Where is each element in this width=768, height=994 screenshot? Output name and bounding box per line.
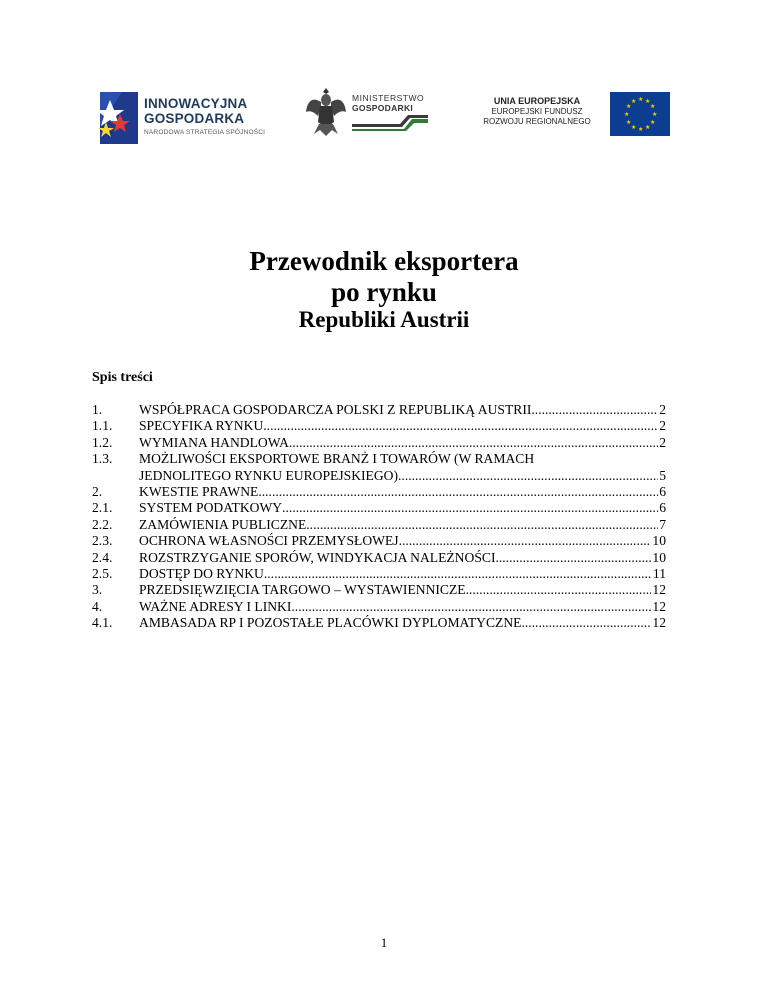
toc-entry-page: 12 [652,615,666,631]
toc-entry-number: 1.1. [92,418,113,434]
eu-logo-line3: ROZWOJU REGIONALNEGO [483,117,591,126]
svg-text:★: ★ [645,124,651,131]
toc-entry-number: 2.2. [92,516,113,532]
toc-entry-page: 10 [652,549,666,565]
innovation-logo-line1: INNOWACYJNA [144,96,248,111]
toc-entry[interactable] [92,550,666,566]
svg-text:★: ★ [650,119,656,126]
toc-entry[interactable] [92,566,666,582]
document-title-line3: Republiki Austrii [298,307,470,332]
toc-dot-leader [521,615,651,631]
toc-entry-continuation[interactable] [92,468,666,484]
toc-entry-title: WYMIANA HANDLOWA [139,434,289,450]
toc-entry-title: ZAMÓWIENIA PUBLICZNE [139,516,307,532]
toc-entry[interactable] [92,615,666,631]
toc-entry-page: 2 [659,418,666,434]
innovation-logo-line2: GOSPODARKA [144,111,245,126]
toc-entry-title: WSPÓŁPRACA GOSPODARCZA POLSKI Z REPUBLIKĄ AUSTRII [139,402,532,417]
toc-dot-leader [495,550,651,566]
toc-entry[interactable] [92,517,666,533]
toc-heading: Spis treści [92,370,153,385]
toc-dot-leader [258,484,658,500]
toc-entry-title: SPECYFIKA RYNKU [139,418,264,434]
svg-text:★: ★ [626,103,632,110]
toc-entry-number: 2.1. [92,500,113,516]
document-title-line2: po rynku [331,277,437,307]
toc-entry-page: 6 [659,500,666,516]
toc-dot-leader [399,533,652,549]
svg-text:★: ★ [650,103,656,110]
toc-entry-title: DOSTĘP DO RYNKU [139,565,264,581]
toc-entry-number: 1.2. [92,434,113,450]
toc-dot-leader [282,500,658,516]
eu-regional-fund-logo [466,84,678,146]
toc-entry-page: 12 [652,598,666,614]
toc-entry-title: AMBASADA RP I POZOSTAŁE PLACÓWKI DYPLOMATYCZNE [139,615,522,631]
toc-dot-leader [398,468,658,484]
eu-logo-line2: EUROPEJSKI FUNDUSZ [491,107,583,116]
toc-entry-number: 4. [92,598,103,614]
svg-text:★: ★ [631,98,637,105]
toc-entry-page: 10 [652,533,666,549]
toc-entry-page: 11 [652,565,666,581]
page-number: 1 [380,935,388,950]
toc-entry-number: 3. [92,582,103,598]
toc-entry-title: MOŻLIWOŚCI EKSPORTOWE BRANŻ I TOWARÓW (W RAMACH [139,451,535,467]
toc-entry[interactable] [92,582,666,598]
svg-text:★: ★ [624,111,630,118]
toc-dot-leader [289,435,658,451]
svg-text:★: ★ [631,124,637,131]
document-title-line1: Przewodnik eksportera [249,246,519,276]
toc-entry-number: 2. [92,483,103,499]
toc-entry-title: SYSTEM PODATKOWY [139,500,283,516]
innovative-economy-emblem-icon [92,86,142,146]
toc-entry[interactable] [92,451,666,467]
toc-entry[interactable] [92,435,666,451]
toc-entry-title: OCHRONA WŁASNOŚCI PRZEMYSŁOWEJ [139,533,399,549]
toc-dot-leader [531,402,658,418]
toc-entry-number: 2.4. [92,549,113,565]
toc-entry-number: 2.3. [92,533,113,549]
toc-entry-title: PRZEDSIĘWZIĘCIA TARGOWO – WYSTAWIENNICZE [139,582,466,598]
innovation-logo-line3: NARODOWA STRATEGIA SPÓJNOŚCI [144,129,266,136]
toc-dot-leader [291,599,651,615]
toc-entry-number: 4.1. [92,615,113,631]
toc-entry-page: 5 [659,467,666,483]
toc-dot-leader [264,566,652,582]
toc-entry-number: 1. [92,402,103,417]
toc-entry[interactable] [92,484,666,500]
eu-logo-line1: UNIA EUROPEJSKA [493,96,581,106]
toc-entry[interactable] [92,599,666,615]
white-eagle-icon [304,84,348,140]
toc-dot-leader [466,582,652,598]
innovative-economy-logo [92,86,272,146]
toc-entry-number: 2.5. [92,565,113,581]
ministry-logo-line1: MINISTERSTWO [352,93,425,103]
eu-flag-icon [610,92,670,136]
table-of-contents [92,402,666,631]
toc-entry-title-continuation: JEDNOLITEGO RYNKU EUROPEJSKIEGO) [139,467,399,483]
ministry-logo-line2: GOSPODARKI [352,103,414,113]
toc-entry-title: WAŻNE ADRESY I LINKI [139,598,292,614]
ministry-of-economy-logo [302,82,432,144]
toc-entry[interactable] [92,418,666,434]
toc-entry-page: 12 [652,582,666,598]
toc-dot-leader [306,517,658,533]
toc-entry-title: KWESTIE PRAWNE [139,483,259,499]
svg-text:★: ★ [638,96,644,103]
toc-entry-page: 2 [659,434,666,450]
svg-text:★: ★ [638,126,644,133]
toc-entry-title: ROZSTRZYGANIE SPORÓW, WINDYKACJA NALEŻNOŚCI [139,549,496,565]
toc-entry-page: 6 [659,483,666,499]
svg-text:★: ★ [652,111,658,118]
svg-text:★: ★ [645,98,651,105]
toc-entry[interactable] [92,533,666,549]
toc-entry[interactable] [92,402,666,418]
toc-entry-page: 2 [659,402,666,417]
toc-dot-leader [263,418,658,434]
toc-entry-number: 1.3. [92,451,113,467]
svg-text:★: ★ [626,119,632,126]
ministry-stripe-icon [352,115,428,131]
toc-entry[interactable] [92,500,666,516]
toc-entry-page: 7 [659,516,666,532]
